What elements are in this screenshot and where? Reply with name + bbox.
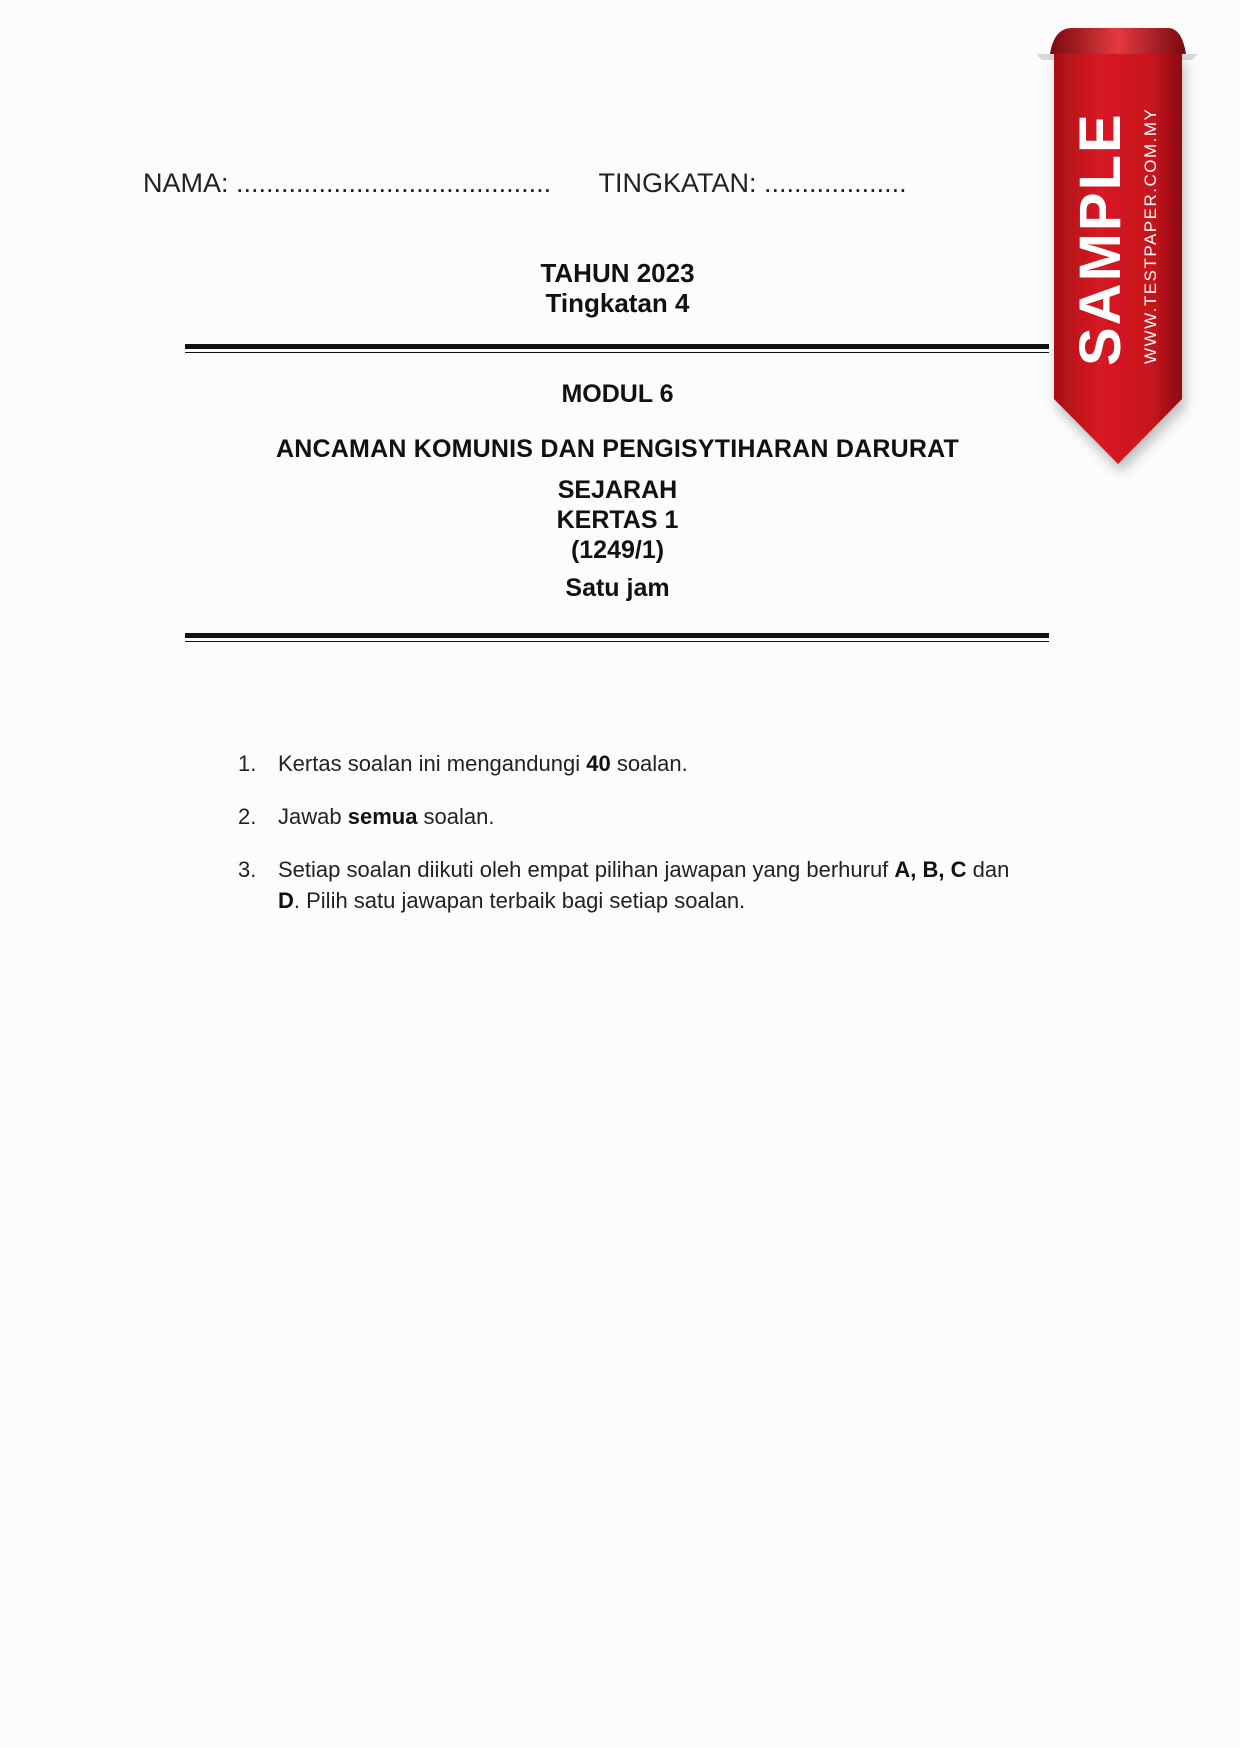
instruction-text: Setiap soalan diikuti oleh empat pilihan jawapan yang berhuruf A, B, C dan D. Pilih satu jawapan terbaik bagi setiap soalan. [278, 857, 1010, 913]
instruction-text: Kertas soalan ini mengandungi 40 soalan. [278, 751, 688, 776]
class-dots: ................... [764, 168, 907, 198]
bookmark-ribbon-icon [1032, 24, 1202, 484]
class-field[interactable] [599, 168, 907, 199]
paper-code: (1249/1) [570, 536, 665, 564]
module-title: MODUL 6 [561, 380, 674, 408]
bottom-divider [185, 633, 1049, 638]
bottom-divider-thin [185, 641, 1049, 642]
subject-block [0, 475, 1235, 565]
name-field[interactable] [143, 168, 591, 199]
sample-ribbon [1032, 24, 1202, 484]
instruction-list [238, 748, 1018, 938]
top-divider-thin [185, 352, 1049, 353]
paper-number: KERTAS 1 [556, 506, 679, 534]
ribbon-url: WWW.TESTPAPER.COM.MY [1141, 107, 1160, 364]
top-divider [185, 344, 1049, 349]
instruction-text: Jawab semua soalan. [278, 804, 495, 829]
name-dots: .......................................... [236, 168, 552, 198]
instruction-number: 2. [238, 804, 257, 829]
class-label: TINGKATAN: [598, 168, 757, 198]
instruction-number: 3. [238, 857, 257, 882]
instruction-number: 1. [238, 751, 257, 776]
exam-year: TAHUN 2023 [540, 258, 695, 288]
exam-duration: Satu jam [565, 574, 670, 602]
ribbon-label: SAMPLE [1068, 112, 1133, 366]
subject-name: SEJARAH [557, 476, 678, 504]
topic-title: ANCAMAN KOMUNIS DAN PENGISYTIHARAN DARURAT [276, 435, 959, 463]
form-level: Tingkatan 4 [545, 288, 690, 318]
instruction-item [238, 801, 1018, 832]
instruction-item [238, 748, 1018, 779]
instruction-item [238, 854, 1018, 916]
name-label: NAMA: [143, 168, 229, 198]
student-info-row [143, 168, 907, 199]
